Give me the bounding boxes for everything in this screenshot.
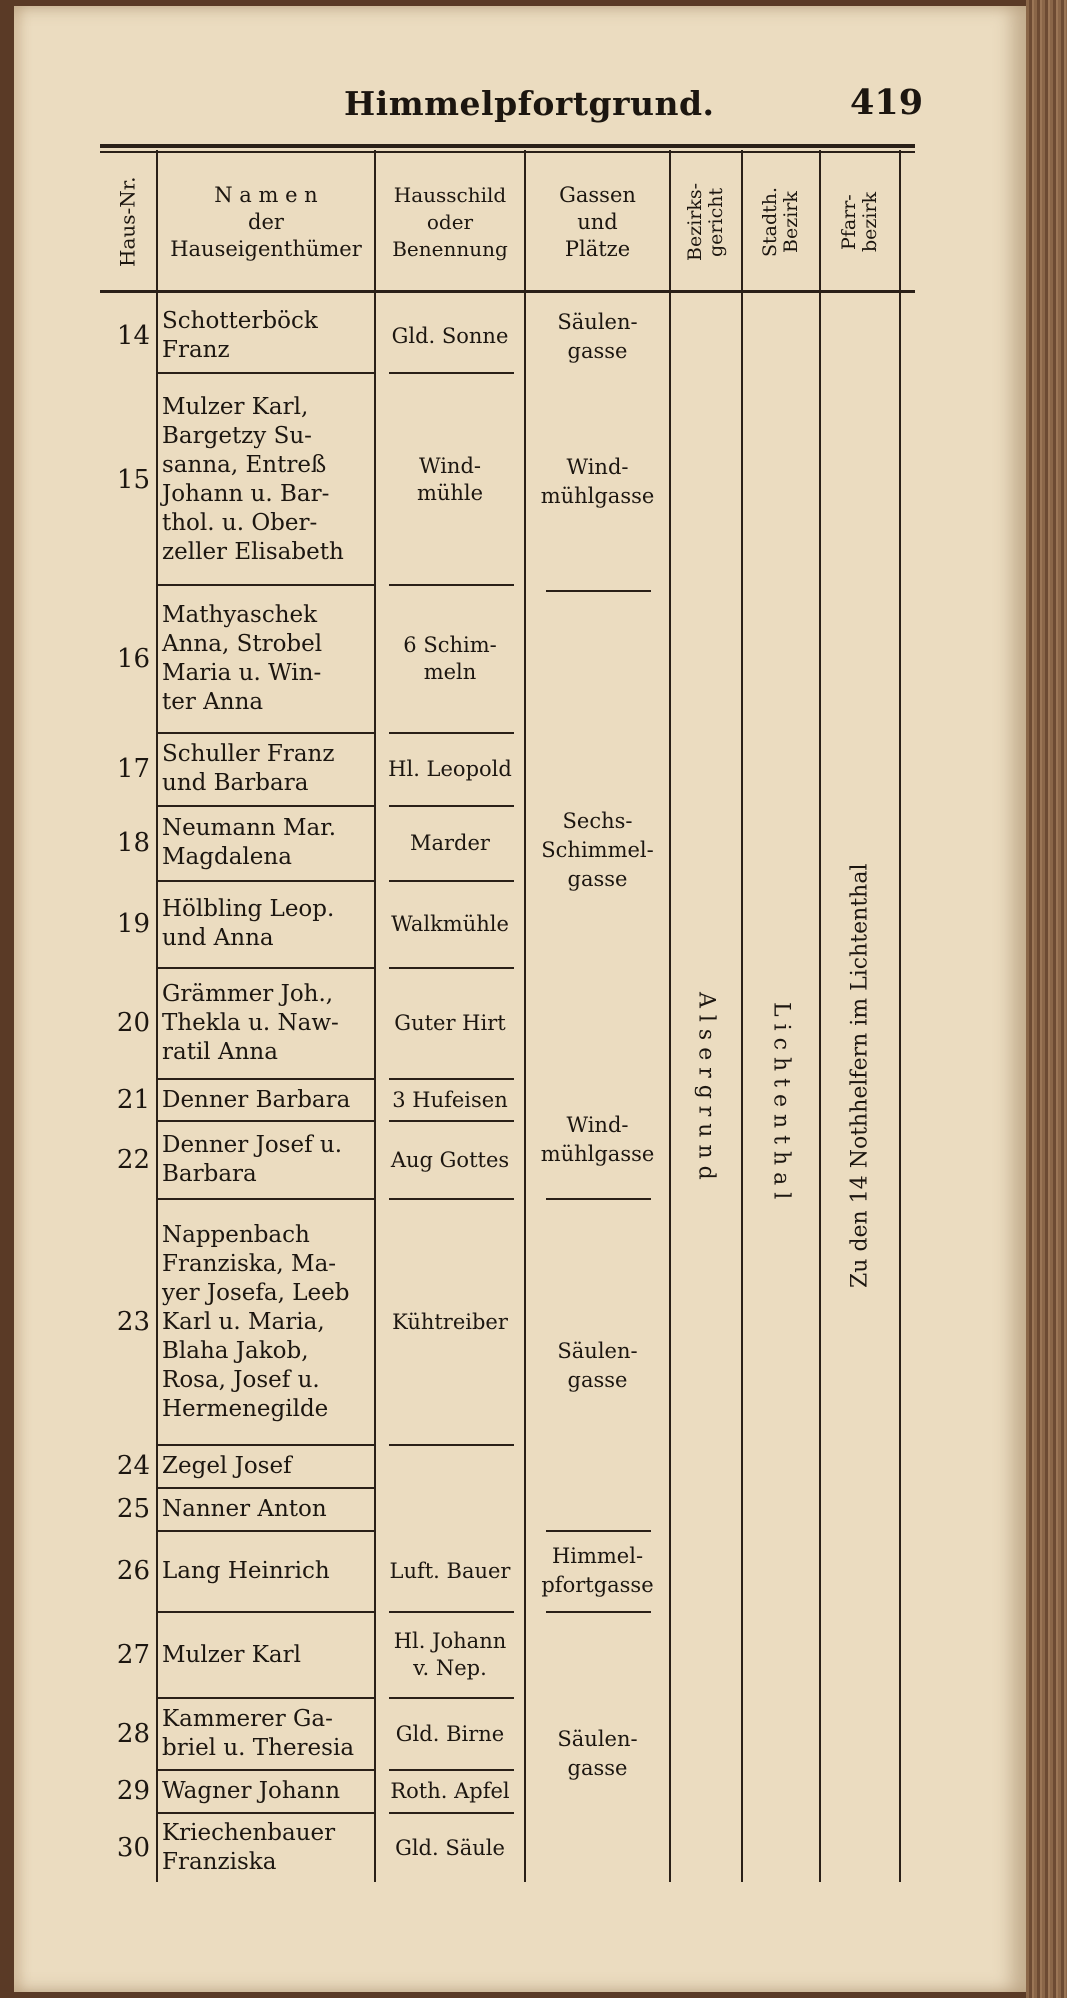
column-rule — [899, 150, 901, 1882]
owner-names: Mulzer Karl — [162, 1641, 301, 1668]
house-sign: Marder — [410, 830, 490, 855]
house-sign: Hl. Leopold — [388, 756, 512, 781]
house-sign: Roth. Apfel — [390, 1778, 510, 1803]
owner-names: Schuller Franz und Barbara — [162, 741, 335, 796]
house-sign: Kühtreiber — [392, 1309, 508, 1334]
book-page-edges — [1026, 0, 1067, 1998]
street-name: Wind- mühlgasse — [540, 455, 655, 508]
owner-names: Kammerer Ga- briel u. Theresia — [162, 1706, 355, 1761]
page-title: Himmelpfortgrund. — [344, 84, 715, 123]
owner-names: Kriechenbauer Franziska — [162, 1820, 336, 1875]
street-divider — [546, 590, 651, 592]
street-name: Säulen- gasse — [557, 1339, 638, 1392]
house-number: 26 — [116, 1556, 150, 1586]
owner-names: Neumann Mar. Magdalena — [162, 815, 337, 870]
bezirksgericht-value: A l s e r g r u n d — [693, 992, 719, 1180]
street-name: Wind- mühlgasse — [540, 1113, 655, 1166]
house-number: 15 — [116, 465, 150, 495]
header-streets: Gassen und Plätze — [559, 182, 636, 261]
header-pfarrbezirk: Pfarr- bezirk — [838, 191, 881, 253]
house-number: 23 — [116, 1307, 150, 1337]
house-number: 29 — [116, 1776, 150, 1806]
house-number: 16 — [116, 644, 150, 674]
house-sign: 6 Schim- meln — [403, 633, 497, 684]
row-divider — [389, 372, 514, 374]
header-bottom-rule — [100, 290, 915, 293]
house-sign: Luft. Bauer — [389, 1558, 511, 1583]
owner-names: Hölbling Leop. und Anna — [162, 896, 335, 951]
house-number: 22 — [116, 1145, 150, 1175]
house-number: 18 — [116, 828, 150, 858]
owner-names: Nappenbach Franziska, Ma- yer Josefa, Leeb Karl u. Maria, Blaha Jakob, Rosa, Josef u. Hermenegilde — [162, 1221, 350, 1422]
header-sign: Hausschild oder Benennung — [392, 182, 508, 261]
owner-names: Nanner Anton — [162, 1495, 327, 1522]
house-number: 20 — [116, 1008, 150, 1038]
house-sign: 3 Hufeisen — [392, 1087, 508, 1112]
header-owners: N a m e n der Hauseigenthümer — [170, 182, 362, 261]
header-bezirksgericht: Bezirks- gericht — [684, 182, 727, 262]
street-divider — [546, 1611, 651, 1613]
owner-names: Denner Barbara — [162, 1086, 351, 1113]
house-number: 27 — [116, 1640, 150, 1670]
page-number: 419 — [850, 82, 924, 123]
house-sign — [376, 1489, 524, 1529]
house-sign: Guter Hirt — [394, 1010, 506, 1035]
row-divider — [158, 372, 374, 374]
house-number: 24 — [116, 1451, 150, 1481]
house-number: 25 — [116, 1494, 150, 1524]
owner-names: Mathyaschek Anna, Strobel Maria u. Win- ter Anna — [162, 602, 323, 715]
house-number: 30 — [116, 1833, 150, 1863]
street-name: Säulen- gasse — [557, 1727, 638, 1780]
header-stadthauptmann: Stadth. Bezirk — [759, 186, 802, 258]
house-number: 28 — [116, 1719, 150, 1749]
book-page — [14, 6, 1026, 1992]
owner-names: Zegel Josef — [162, 1452, 292, 1479]
house-sign: Gld. Sonne — [391, 323, 509, 348]
house-number: 19 — [116, 909, 150, 939]
street-name: Himmel- pfortgasse — [541, 1544, 654, 1597]
house-number: 17 — [116, 754, 150, 784]
owner-names: Schotterböck Franz — [162, 308, 318, 363]
street-divider — [546, 1198, 651, 1200]
header-haus-nr: Haus-Nr. — [115, 176, 140, 268]
house-sign: Wind- mühle — [416, 454, 484, 505]
top-rule-thick — [100, 144, 915, 148]
house-sign: Gld. Birne — [395, 1721, 505, 1746]
street-name: Säulen- gasse — [557, 310, 638, 363]
owner-names: Denner Josef u. Barbara — [162, 1132, 343, 1187]
house-sign — [376, 1446, 524, 1486]
top-rule-thin — [100, 151, 915, 153]
house-sign: Hl. Johann v. Nep. — [393, 1629, 507, 1680]
house-sign: Gld. Säule — [395, 1835, 505, 1860]
owner-names: Grämmer Joh., Thekla u. Naw- ratil Anna — [162, 980, 339, 1065]
owner-names: Lang Heinrich — [162, 1557, 330, 1584]
owner-names: Wagner Johann — [162, 1777, 341, 1804]
owner-names: Mulzer Karl, Bargetzy Su- sanna, Entreß Johann u. Bar- thol. u. Ober- zeller Elisabeth — [162, 394, 344, 565]
street-name: Sechs- Schimmel- gasse — [541, 808, 654, 891]
house-number: 21 — [116, 1085, 150, 1115]
pfarrbezirk-value: Zu den 14 Nothhelfern im Lichtenthal — [847, 863, 873, 1289]
house-number: 14 — [116, 321, 150, 351]
house-sign: Walkmühle — [391, 911, 509, 936]
stadthauptmann-value: L i c h t e n t h a l — [768, 1002, 794, 1200]
house-sign: Aug Gottes — [390, 1147, 510, 1172]
